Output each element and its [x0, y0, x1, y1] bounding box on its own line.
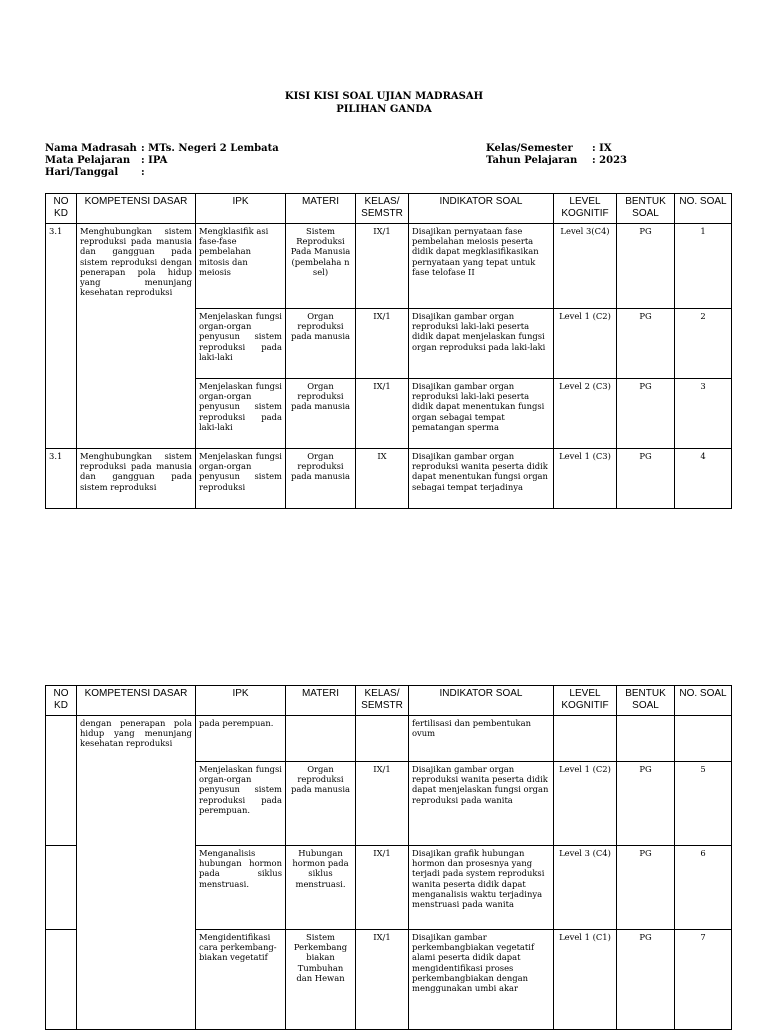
materi-cell: Sistem Reproduksi Pada Manusia (pembelaha n sel) — [286, 224, 356, 309]
ipk-cell: Menjelaskan fungsi organ-organ penyusun sistem reproduksi pada perempuan. — [196, 762, 286, 846]
ipk-cell: Menjelaskan fungsi organ-organ penyusun sistem reproduksi — [196, 449, 286, 509]
meta-right — [486, 143, 627, 167]
level-cell: Level 3 (C4) — [554, 846, 617, 930]
meta-value: : IPA — [141, 155, 168, 166]
no-soal-cell-empty — [675, 716, 732, 762]
meta-label: Hari/Tanggal — [45, 167, 119, 178]
kd-number-empty — [46, 716, 77, 762]
indikator-cell: Disajikan gambar organ reproduksi wanita peserta didik dapat menentukan fungsi organ sebagai tempat terjadinya — [409, 449, 554, 509]
col-header: LEVEL KOGNITIF — [554, 686, 617, 716]
indikator-cell: Disajikan grafik hubungan hormon dan prosesnya yang terjadi pada system reproduksi wanita peserta didik dapat menganalisis waktu terjadinya menstruasi pada wanita — [409, 846, 554, 930]
bentuk-cell-empty — [617, 716, 675, 762]
col-header: MATERI — [286, 686, 356, 716]
kd-number: 3.1 — [46, 224, 77, 309]
materi-cell: Organ reproduksi pada manusia — [286, 762, 356, 846]
indikator-cell: Disajikan gambar organ reproduksi wanita peserta didik dapat menjelaskan fungsi organ reproduksi pada wanita — [409, 762, 554, 846]
col-header: NO. SOAL — [675, 194, 732, 224]
meta-value: : 2023 — [592, 155, 628, 166]
meta-label: Nama Madrasah — [45, 143, 137, 154]
kelas-cell: IX/1 — [356, 930, 409, 1030]
no-soal-cell: 4 — [675, 449, 732, 509]
ipk-cell: Menganalisis hubungan hormon pada siklus menstruasi. — [196, 846, 286, 930]
indikator-cell: Disajikan gambar organ reproduksi laki-laki peserta didik dapat menentukan fungsi organ sebagai tempat pematangan sperma — [409, 379, 554, 449]
table-row — [46, 224, 732, 309]
indikator-cell: fertilisasi dan pembentukan ovum — [409, 716, 554, 762]
col-header: NO KD — [46, 194, 77, 224]
col-header: KOMPETENSI DASAR — [77, 194, 196, 224]
bentuk-cell: PG — [617, 379, 675, 449]
bentuk-cell: PG — [617, 309, 675, 379]
meta-label: Kelas/Semester — [486, 143, 573, 154]
col-header: INDIKATOR SOAL — [409, 686, 554, 716]
no-soal-cell: 1 — [675, 224, 732, 309]
kd-number-empty — [46, 309, 77, 379]
level-cell-empty — [554, 716, 617, 762]
kompetensi-dasar: Menghubungkan sistem reproduksi pada manusia dan gangguan pada sistem reproduksi dengan penerapan pola hidup yang menunjang kesehatan reproduksi — [77, 224, 196, 449]
table-row — [46, 716, 732, 762]
meta-value: : MTs. Negeri 2 Lembata — [141, 143, 279, 154]
ipk-cell: Mengklasifik asi fase-fase pembelahan mitosis dan meiosis — [196, 224, 286, 309]
indikator-cell: Disajikan gambar perkembangbiakan vegetatif alami peserta didik dapat mengidentifikasi proses perkembangbiakan dengan menggunakan umbi akar — [409, 930, 554, 1030]
kelas-cell: IX/1 — [356, 762, 409, 846]
level-cell: Level 1 (C2) — [554, 762, 617, 846]
kd-number-empty — [46, 930, 77, 1030]
col-header: NO. SOAL — [675, 686, 732, 716]
col-header: BENTUK SOAL — [617, 194, 675, 224]
col-header: KELAS/ SEMSTR — [356, 194, 409, 224]
materi-cell: Organ reproduksi pada manusia — [286, 379, 356, 449]
level-cell: Level 1 (C3) — [554, 449, 617, 509]
materi-cell: Organ reproduksi pada manusia — [286, 309, 356, 379]
kelas-cell: IX/1 — [356, 379, 409, 449]
bentuk-cell: PG — [617, 224, 675, 309]
col-header: IPK — [196, 194, 286, 224]
kelas-cell: IX — [356, 449, 409, 509]
level-cell: Level 1 (C2) — [554, 309, 617, 379]
meta-left — [45, 143, 279, 179]
no-soal-cell: 5 — [675, 762, 732, 846]
document-title: KISI KISI SOAL UJIAN MADRASAH — [284, 91, 484, 102]
no-soal-cell: 7 — [675, 930, 732, 1030]
indikator-cell: Disajikan gambar organ reproduksi laki-laki peserta didik dapat menjelaskan fungsi organ reproduksi pada laki-laki — [409, 309, 554, 379]
ipk-cell: Menjelaskan fungsi organ-organ penyusun sistem reproduksi pada laki-laki — [196, 309, 286, 379]
col-header: MATERI — [286, 194, 356, 224]
kisi-kisi-table-page1 — [45, 193, 732, 509]
no-soal-cell: 2 — [675, 309, 732, 379]
materi-cell-empty — [286, 716, 356, 762]
bentuk-cell: PG — [617, 930, 675, 1030]
bentuk-cell: PG — [617, 762, 675, 846]
kelas-cell: IX/1 — [356, 224, 409, 309]
kisi-kisi-table-page2 — [45, 685, 732, 1030]
indikator-cell: Disajikan pernyataan fase pembelahan meiosis peserta didik dapat megklasifikasikan pernyataan yang tepat untuk fase telofase II — [409, 224, 554, 309]
col-header: KOMPETENSI DASAR — [77, 686, 196, 716]
ipk-cell: pada perempuan. — [196, 716, 286, 762]
meta-row — [45, 167, 279, 179]
kompetensi-dasar: dengan penerapan pola hidup yang menunjang kesehatan reproduksi — [77, 716, 196, 1030]
kd-number-empty — [46, 379, 77, 449]
header-row — [46, 194, 732, 224]
meta-value: : — [141, 167, 145, 178]
meta-row — [486, 143, 627, 155]
col-header: IPK — [196, 686, 286, 716]
kelas-cell: IX/1 — [356, 309, 409, 379]
col-header: NO KD — [46, 686, 77, 716]
col-header: KELAS/ SEMSTR — [356, 686, 409, 716]
col-header: LEVEL KOGNITIF — [554, 194, 617, 224]
kelas-cell-empty — [356, 716, 409, 762]
meta-row — [486, 155, 627, 167]
ipk-cell: Menjelaskan fungsi organ-organ penyusun sistem reproduksi pada laki-laki — [196, 379, 286, 449]
kd-number-empty — [46, 762, 77, 846]
meta-row — [45, 155, 279, 167]
document-subtitle: PILIHAN GANDA — [336, 104, 432, 115]
level-cell: Level 2 (C3) — [554, 379, 617, 449]
kelas-cell: IX/1 — [356, 846, 409, 930]
no-soal-cell: 3 — [675, 379, 732, 449]
bentuk-cell: PG — [617, 449, 675, 509]
kd-number-empty — [46, 846, 77, 930]
meta-label: Tahun Pelajaran — [486, 155, 578, 166]
bentuk-cell: PG — [617, 846, 675, 930]
materi-cell: Hubungan hormon pada siklus menstruasi. — [286, 846, 356, 930]
header-row — [46, 686, 732, 716]
meta-row — [45, 143, 279, 155]
materi-cell: Organ reproduksi pada manusia — [286, 449, 356, 509]
level-cell: Level 1 (C1) — [554, 930, 617, 1030]
materi-cell: Sistem Perkembang biakan Tumbuhan dan Hewan — [286, 930, 356, 1030]
no-soal-cell: 6 — [675, 846, 732, 930]
meta-label: Mata Pelajaran — [45, 155, 131, 166]
table-row — [46, 449, 732, 509]
meta-value: : IX — [592, 143, 612, 154]
col-header: INDIKATOR SOAL — [409, 194, 554, 224]
col-header: BENTUK SOAL — [617, 686, 675, 716]
level-cell: Level 3(C4) — [554, 224, 617, 309]
ipk-cell: Mengidentifikasi cara perkembang-biakan vegetatif — [196, 930, 286, 1030]
kompetensi-dasar: Menghubungkan sistem reproduksi pada manusia dan gangguan pada sistem reproduksi — [77, 449, 196, 509]
kd-number: 3.1 — [46, 449, 77, 509]
